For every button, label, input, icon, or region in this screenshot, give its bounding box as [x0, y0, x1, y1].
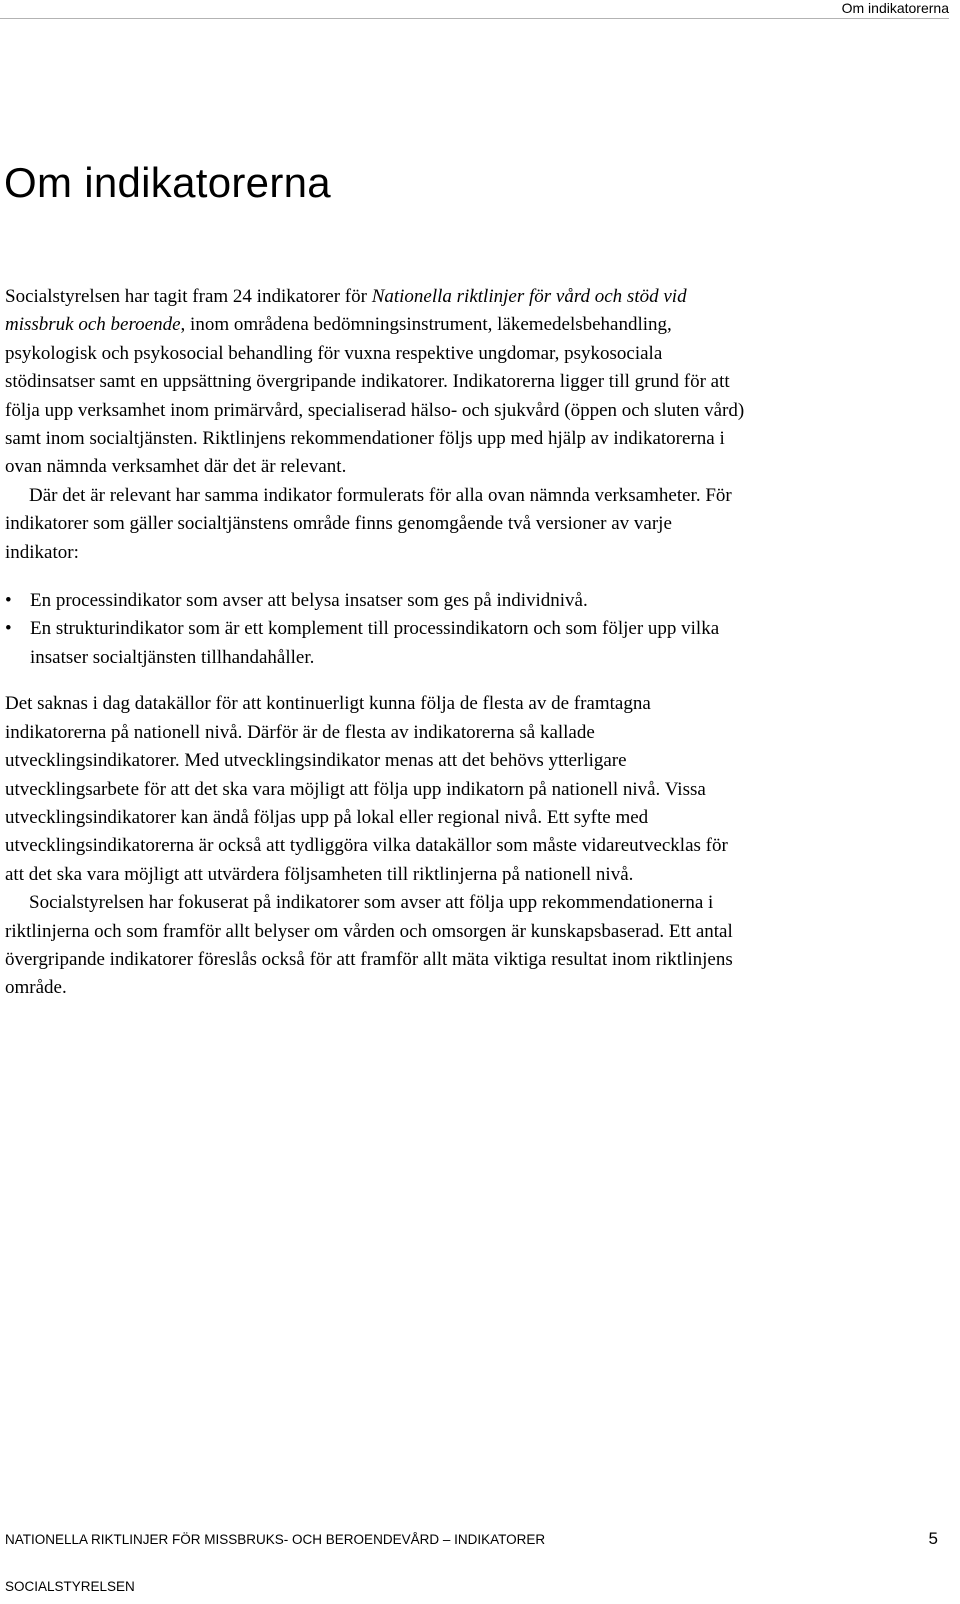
bullet-icon: •	[5, 590, 12, 612]
running-header-title: Om indikatorerna	[841, 0, 949, 16]
paragraph-intro	[5, 283, 750, 482]
footer-publisher: SOCIALSTYRELSEN	[5, 1579, 135, 1594]
paragraph-versions: Där det är relevant har samma indikator formulerats för alla ovan nämnda verksamheter. För indikatorer som gäller socialtjänstens område finns genomgående två versioner av varje indikator:	[5, 484, 732, 563]
list-item	[5, 587, 750, 615]
bullet-icon: •	[5, 618, 12, 640]
intro-text-start: Socialstyrelsen har tagit fram 24 indikatorer för	[5, 286, 372, 307]
intro-text-rest: , inom områdena bedömningsinstrument, läkemedelsbehandling, psykologisk och psykosocial behandling för vuxna respektive ungdomar, psykosociala stödinsatser samt en uppsättning övergripande indikatorer. Indikatorerna ligger till grund för att följa upp verksamhet inom primärvård, specialiserad hälso- och sjukvård (öppen och sluten vård) samt inom socialtjänsten. Riktlinjens rekommendationer följs upp med hjälp av indikatorerna i ovan nämnda verksamhet där det är relevant.	[5, 314, 745, 478]
page-number: 5	[928, 1529, 938, 1548]
footer-publication: NATIONELLA RIKTLINJER FÖR MISSBRUKS- OCH BEROENDEVÅRD – INDIKATORER	[5, 1532, 546, 1547]
indicator-version-list	[5, 587, 750, 672]
paragraph-focus: Socialstyrelsen har fokuserat på indikatorer som avser att följa upp rekommendationerna i riktlinjerna och som framför allt belyser om vården och omsorgen är kunskapsbaserad. Ett antal övergripande indikatorer föreslås också för att framför allt mäta viktiga resultat inom riktlinjens område.	[5, 892, 733, 999]
page-title: Om indikatorerna	[4, 159, 331, 206]
running-header	[0, 0, 949, 19]
list-item-text: En processindikator som avser att belysa insatser som ges på individnivå.	[30, 590, 588, 612]
list-item	[5, 615, 750, 672]
body-text	[5, 283, 750, 1003]
guideline-title-italic: Nationella riktlinjer för vård och stöd vid missbruk och beroende	[5, 286, 687, 336]
paragraph-development: Det saknas i dag datakällor för att kontinuerligt kunna följa de flesta av de framtagna indikatorerna på nationell nivå. Därför är de flesta av indikatorerna så kallade utvecklingsindikatorer. Med utvecklingsindikator menas att det behövs ytterligare utvecklingsarbete för att det ska vara möjligt att följa upp indikatorn på nationell nivå. Vissa utvecklingsindikatorer kan ändå följas upp på lokal eller regional nivå. Ett syfte med utvecklingsindikatorerna är också att tydliggöra vilka datakällor som måste vidareutvecklas för att det ska vara möjligt att utvärdera följsamheten till riktlinjerna på nationell nivå.	[5, 693, 728, 885]
list-item-text: En strukturindikator som är ett komplement till processindikatorn och som följer upp vilka insatser socialtjänsten tillhandahåller.	[30, 618, 720, 668]
